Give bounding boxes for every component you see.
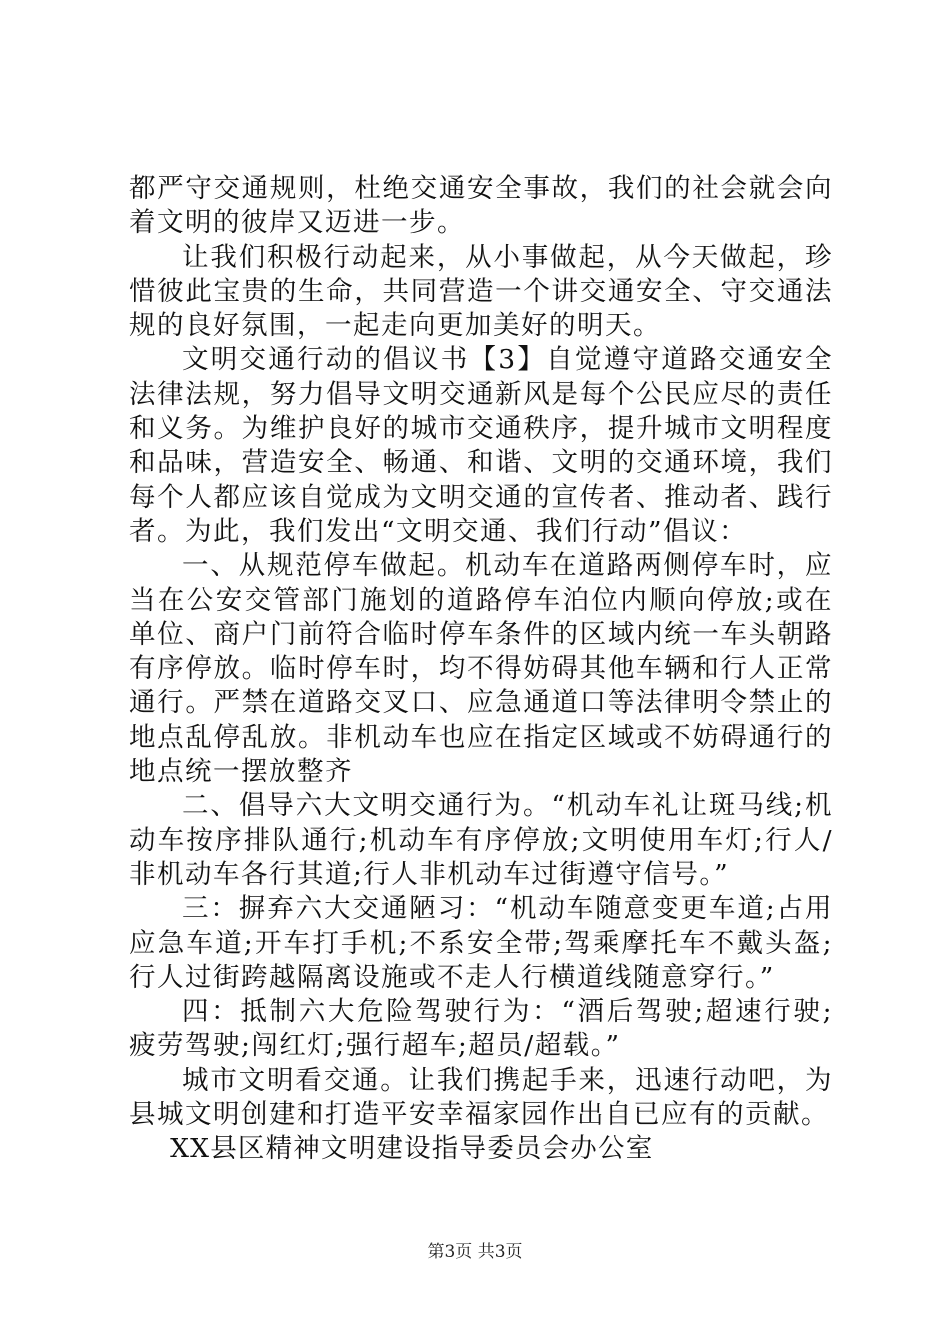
paragraph-continuation: 都严守交通规则，杜绝交通安全事故，我们的社会就会向着文明的彼岸又迈进一步。 [129, 173, 833, 239]
paragraph-closing: 城市文明看交通。让我们携起手来，迅速行动吧，为县城文明创建和打造平安幸福家园作出自已应有的贡献。 [129, 1064, 833, 1131]
paragraph-proposal-intro: 文明交通行动的倡议书【3】自觉遵守道路交通安全法律法规，努力倡导文明交通新风是每个公民应尽的责任和义务。为维护良好的城市交通秩序，提升城市文明程度和品味，营造安全、畅通、和谐、文明的交通环境，我们每个人都应该自觉成为文明交通的宣传者、推动者、践行者。为此，我们发出“文明交通、我们行动”倡议： [129, 344, 833, 547]
paragraph-item-two: 二、倡导六大文明交通行为。“机动车礼让斑马线;机动车按序排队通行;机动车有序停放;文明使用车灯;行人/非机动车各行其道;行人非机动车过街遵守信号。” [129, 790, 833, 890]
page-number-text: 第3页 共3页 [427, 1242, 523, 1262]
document-body [129, 172, 833, 1167]
paragraph-item-one: 一、从规范停车做起。机动车在道路两侧停车时，应当在公安交管部门施划的道路停车泊位内顺向停放;或在单位、商户门前符合临时停车条件的区域内统一车头朝路有序停放。临时停车时，均不得妨碍其他车辆和行人正常通行。严禁在道路交叉口、应急通道口等法律明令禁止的地点乱停乱放。非机动车也应在指定区域或不妨碍通行的地点统一摆放整齐 [129, 550, 833, 788]
paragraph-item-three: 三：摒弃六大交通陋习：“机动车随意变更车道;占用应急车道;开车打手机;不系安全带;驾乘摩托车不戴头盔;行人过街跨越隔离设施或不走人行横道线随意穿行。” [129, 893, 833, 993]
paragraph-call-to-action: 让我们积极行动起来，从小事做起，从今天做起，珍惜彼此宝贵的生命，共同营造一个讲交通安全、守交通法规的良好氛围，一起走向更加美好的明天。 [129, 241, 833, 342]
signature-line: XX县区精神文明建设指导委员会办公室 [170, 1133, 654, 1165]
page-footer [0, 1241, 950, 1263]
paragraph-item-four: 四：抵制六大危险驾驶行为：“酒后驾驶;超速行驶;疲劳驾驶;闯红灯;强行超车;超员/超载。” [129, 996, 833, 1062]
